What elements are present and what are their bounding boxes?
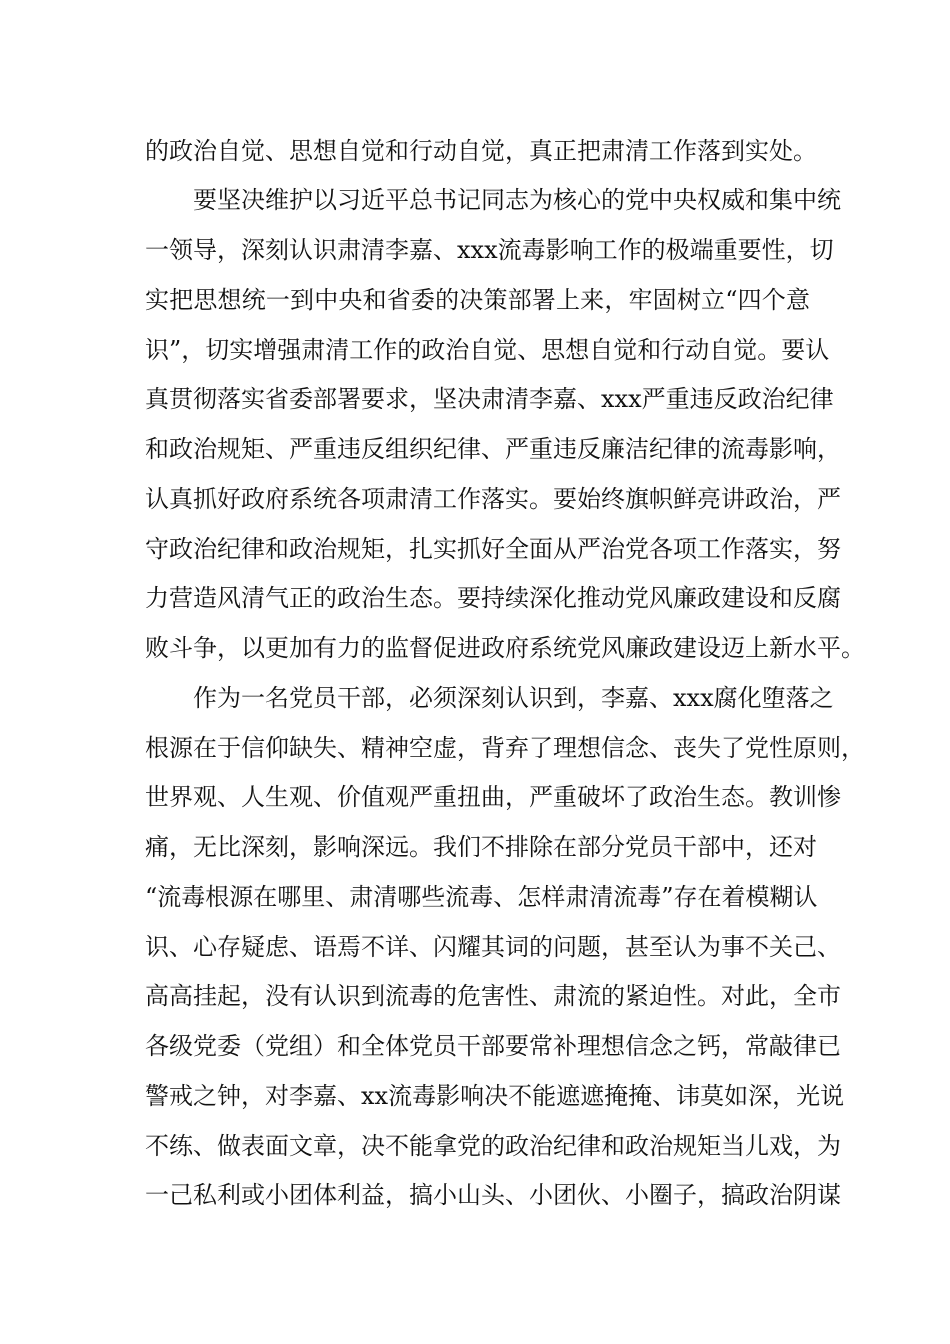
text-line: “流毒根源在哪里、肃清哪些流毒、怎样肃清流毒”存在着模糊认 <box>145 883 818 911</box>
text-line: 和政治规矩、严重违反组织纪律、严重违反廉洁纪律的流毒影响， <box>145 435 841 463</box>
text-line: 识”，切实增强肃清工作的政治自觉、思想自觉和行动自觉。要认 <box>145 336 830 364</box>
text-line: 世界观、人生观、价值观严重扭曲，严重破坏了政治生态。教训惨 <box>145 783 841 811</box>
text-line: 认真抓好政府系统各项肃清工作落实。要始终旗帜鲜亮讲政治，严 <box>145 485 841 513</box>
text-line: 守政治纪律和政治规矩，扎实抓好全面从严治党各项工作落实，努 <box>145 535 841 563</box>
text-line: 真贯彻落实省委部署要求，坚决肃清李嘉、xxx严重违反政治纪律 <box>145 385 834 413</box>
paragraph-start-line: 作为一名党员干部，必须深刻认识到，李嘉、xxx腐化堕落之 <box>193 684 834 712</box>
text-line: 根源在于信仰缺失、精神空虚，背弃了理想信念、丧失了党性原则， <box>145 734 865 762</box>
text-line: 一领导，深刻认识肃清李嘉、xxx流毒影响工作的极端重要性，切 <box>145 236 834 264</box>
text-line: 的政治自觉、思想自觉和行动自觉，真正把肃清工作落到实处。 <box>145 137 817 165</box>
text-line: 警戒之钟，对李嘉、xx流毒影响决不能遮遮掩掩、讳莫如深，光说 <box>145 1082 845 1110</box>
text-line: 实把思想统一到中央和省委的决策部署上来，牢固树立“四个意 <box>145 286 810 314</box>
text-line: 一己私利或小团体利益，搞小山头、小团伙、小圈子，搞政治阴谋 <box>145 1181 841 1209</box>
text-line: 识、心存疑虑、语焉不详、闪耀其词的问题，甚至认为事不关己、 <box>145 933 841 961</box>
text-line: 痛，无比深刻，影响深远。我们不排除在部分党员干部中，还对 <box>145 833 817 861</box>
text-line: 不练、做表面文章，决不能拿党的政治纪律和政治规矩当儿戏，为 <box>145 1132 841 1160</box>
paragraph-start-line: 要坚决维护以习近平总书记同志为核心的党中央权威和集中统 <box>193 186 841 214</box>
text-line: 高高挂起，没有认识到流毒的危害性、肃流的紧迫性。对此，全市 <box>145 982 841 1010</box>
text-line: 力营造风清气正的政治生态。要持续深化推动党风廉政建设和反腐 <box>145 584 841 612</box>
text-line: 各级党委（党组）和全体党员干部要常补理想信念之钙，常敲律已 <box>145 1032 841 1060</box>
text-line: 败斗争，以更加有力的监督促进政府系统党风廉政建设迈上新水平。 <box>145 634 865 662</box>
